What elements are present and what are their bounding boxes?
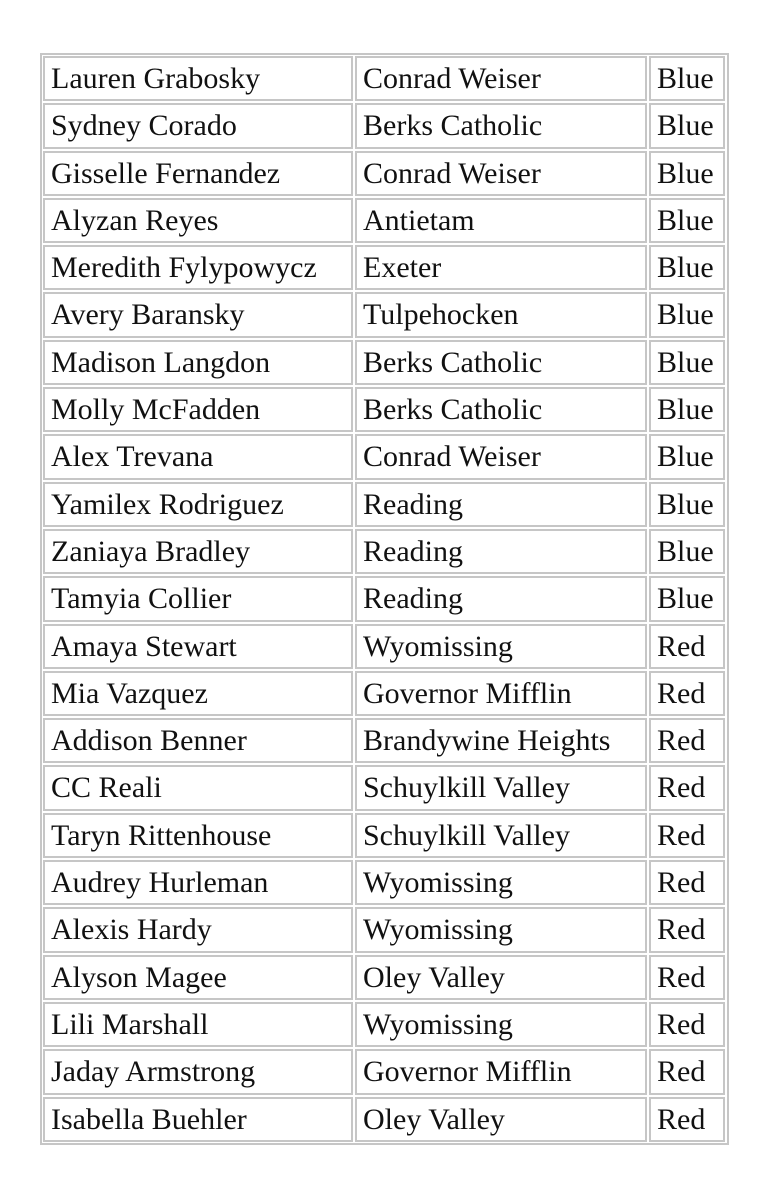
- player-name-cell: Yamilex Rodriguez: [43, 482, 353, 527]
- team-cell: Red: [649, 1002, 725, 1047]
- team-cell: Red: [649, 907, 725, 952]
- team-cell: Red: [649, 624, 725, 669]
- table-row: [42, 717, 727, 764]
- team-cell: Blue: [649, 482, 725, 527]
- roster-table: [40, 53, 729, 1145]
- school-cell: Wyomissing: [355, 1002, 647, 1047]
- team-cell: Blue: [649, 198, 725, 243]
- player-name-cell: Alex Trevana: [43, 434, 353, 479]
- school-cell: Berks Catholic: [355, 340, 647, 385]
- table-row: [42, 1096, 727, 1143]
- team-cell: Red: [649, 1049, 725, 1094]
- school-cell: Schuylkill Valley: [355, 813, 647, 858]
- team-cell: Red: [649, 765, 725, 810]
- school-cell: Wyomissing: [355, 624, 647, 669]
- player-name-cell: Zaniaya Bradley: [43, 529, 353, 574]
- player-name-cell: Avery Baransky: [43, 292, 353, 337]
- player-name-cell: Lauren Grabosky: [43, 56, 353, 101]
- team-cell: Blue: [649, 245, 725, 290]
- team-cell: Red: [649, 813, 725, 858]
- school-cell: Berks Catholic: [355, 103, 647, 148]
- player-name-cell: Alyson Magee: [43, 955, 353, 1000]
- school-cell: Governor Mifflin: [355, 671, 647, 716]
- team-cell: Red: [649, 860, 725, 905]
- table-row: [42, 386, 727, 433]
- school-cell: Tulpehocken: [355, 292, 647, 337]
- player-name-cell: Tamyia Collier: [43, 576, 353, 621]
- team-cell: Red: [649, 955, 725, 1000]
- table-row: [42, 291, 727, 338]
- table-row: [42, 812, 727, 859]
- team-cell: Red: [649, 1097, 725, 1142]
- player-name-cell: Mia Vazquez: [43, 671, 353, 716]
- player-name-cell: Amaya Stewart: [43, 624, 353, 669]
- team-cell: Blue: [649, 576, 725, 621]
- table-row: [42, 339, 727, 386]
- school-cell: Wyomissing: [355, 860, 647, 905]
- school-cell: Conrad Weiser: [355, 151, 647, 196]
- team-cell: Blue: [649, 387, 725, 432]
- table-row: [42, 859, 727, 906]
- school-cell: Schuylkill Valley: [355, 765, 647, 810]
- team-cell: Blue: [649, 151, 725, 196]
- table-row: [42, 764, 727, 811]
- player-name-cell: Taryn Rittenhouse: [43, 813, 353, 858]
- team-cell: Blue: [649, 340, 725, 385]
- school-cell: Antietam: [355, 198, 647, 243]
- table-row: [42, 575, 727, 622]
- team-cell: Blue: [649, 434, 725, 479]
- player-name-cell: Gisselle Fernandez: [43, 151, 353, 196]
- school-cell: Brandywine Heights: [355, 718, 647, 763]
- team-cell: Blue: [649, 292, 725, 337]
- player-name-cell: Molly McFadden: [43, 387, 353, 432]
- player-name-cell: Jaday Armstrong: [43, 1049, 353, 1094]
- player-name-cell: Meredith Fylypowycz: [43, 245, 353, 290]
- table-row: [42, 906, 727, 953]
- table-row: [42, 102, 727, 149]
- player-name-cell: Alyzan Reyes: [43, 198, 353, 243]
- school-cell: Reading: [355, 529, 647, 574]
- table-row: [42, 244, 727, 291]
- school-cell: Exeter: [355, 245, 647, 290]
- table-row: [42, 197, 727, 244]
- table-row: [42, 433, 727, 480]
- school-cell: Oley Valley: [355, 1097, 647, 1142]
- team-cell: Blue: [649, 529, 725, 574]
- school-cell: Conrad Weiser: [355, 56, 647, 101]
- table-row: [42, 55, 727, 102]
- team-cell: Blue: [649, 103, 725, 148]
- school-cell: Wyomissing: [355, 907, 647, 952]
- team-cell: Red: [649, 718, 725, 763]
- table-row: [42, 1048, 727, 1095]
- player-name-cell: Sydney Corado: [43, 103, 353, 148]
- table-row: [42, 150, 727, 197]
- school-cell: Governor Mifflin: [355, 1049, 647, 1094]
- school-cell: Reading: [355, 482, 647, 527]
- player-name-cell: Isabella Buehler: [43, 1097, 353, 1142]
- table-row: [42, 954, 727, 1001]
- school-cell: Berks Catholic: [355, 387, 647, 432]
- player-name-cell: Lili Marshall: [43, 1002, 353, 1047]
- school-cell: Reading: [355, 576, 647, 621]
- team-cell: Red: [649, 671, 725, 716]
- player-name-cell: Audrey Hurleman: [43, 860, 353, 905]
- school-cell: Conrad Weiser: [355, 434, 647, 479]
- player-name-cell: Madison Langdon: [43, 340, 353, 385]
- player-name-cell: CC Reali: [43, 765, 353, 810]
- table-row: [42, 670, 727, 717]
- table-row: [42, 623, 727, 670]
- player-name-cell: Addison Benner: [43, 718, 353, 763]
- table-row: [42, 1001, 727, 1048]
- table-row: [42, 481, 727, 528]
- table-row: [42, 528, 727, 575]
- school-cell: Oley Valley: [355, 955, 647, 1000]
- team-cell: Blue: [649, 56, 725, 101]
- player-name-cell: Alexis Hardy: [43, 907, 353, 952]
